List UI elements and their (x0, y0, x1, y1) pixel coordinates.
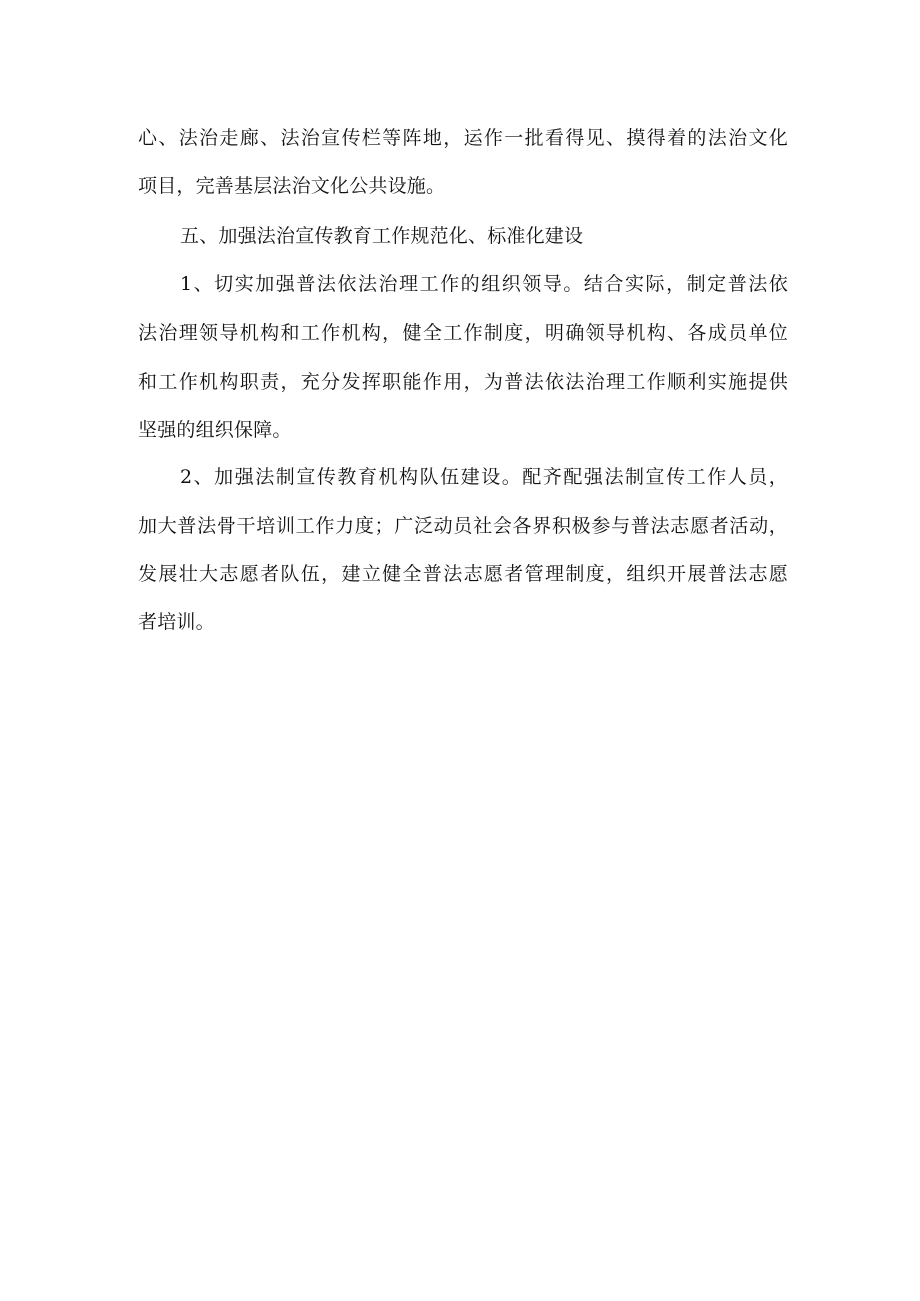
paragraph-line: 2、加强法制宣传教育机构队伍建设。配齐配强法制宣传工作人员， (180, 466, 788, 488)
paragraph-line: 者培训。 (138, 611, 215, 633)
paragraph-line: 项目，完善基层法治文化公共设施。 (138, 175, 446, 197)
paragraph-line: 和工作机构职责，充分发挥职能作用，为普法依法治理工作顺利实施提供 (138, 371, 788, 393)
section-heading: 五、加强法治宣传教育工作规范化、标准化建设 (180, 225, 584, 247)
paragraph-line: 加大普法骨干培训工作力度；广泛动员社会各界积极参与普法志愿者活动， (138, 515, 788, 537)
paragraph-line: 发展壮大志愿者队伍，建立健全普法志愿者管理制度，组织开展普法志愿 (138, 563, 788, 585)
paragraph-line: 法治理领导机构和工作机构，健全工作制度，明确领导机构、各成员单位 (138, 322, 788, 344)
paragraph-line: 坚强的组织保障。 (138, 419, 292, 441)
paragraph-line: 心、法治走廊、法治宣传栏等阵地，运作一批看得见、摸得着的法治文化 (138, 127, 788, 149)
paragraph-line: 1、切实加强普法依法治理工作的组织领导。结合实际，制定普法依 (180, 273, 788, 295)
